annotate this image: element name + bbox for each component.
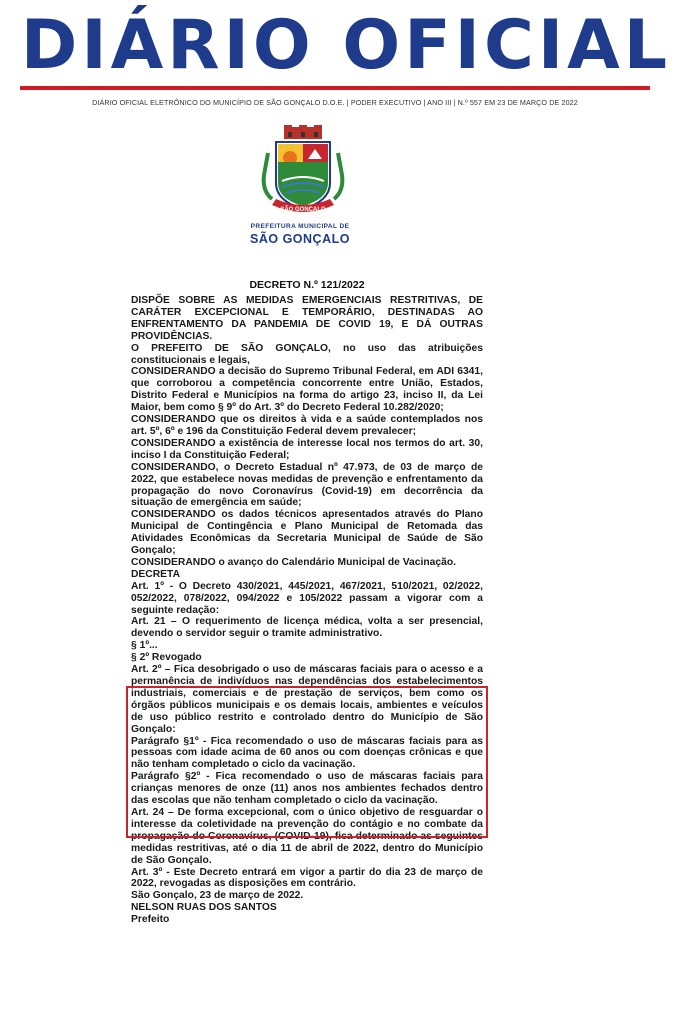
considering-stf: CONSIDERANDO a decisão do Supremo Tribunal Federal, em ADI 6341, que corroborou a competência concorrente entre União, Estados, Distrito Federal e Municípios na forma do artigo 23, inciso II, da Lei Maior, bem como § 9º do Art. 3º do Decreto Federal 10.282/2020; (131, 366, 483, 414)
considering-rights: CONSIDERANDO que os direitos à vida e a saúde contemplados nos art. 5º, 6º e 196 da Constituição Federal devem prevalecer; (131, 414, 483, 437)
article-24: Art. 24 – De forma excepcional, com o único objetivo de resguardar o interesse da coletividade na prevenção do contágio e no combate da propagação do Coronavírus, (COVID-19), fica determinado as seguintes medidas restritivas, até o dia 11 de abril de 2022, dentro do Município de São Gonçalo. (131, 806, 483, 866)
mayor-preamble: O PREFEITO DE SÃO GONÇALO, no uso das atribuições constitucionais e legais, (131, 342, 483, 366)
considering-state-decree: CONSIDERANDO, o Decreto Estadual nº 47.973, de 03 de março de 2022, que estabelece novas medidas de prevenção e enfrentamento da propagação do novo Coronavírus (Covid-19) em decorrência da situação de emergência em saúde; (131, 461, 483, 509)
considering-vaccination: CONSIDERANDO o avanço do Calendário Municipal de Vacinação. (131, 556, 456, 568)
decree-summary: DISPÕE SOBRE AS MEDIDAS EMERGENCIAIS RESTRITIVAS, DE CARÁTER EXCEPCIONAL E TEMPORÁRIO, DESTINADAS AO ENFRENTAMENTO DA PANDEMIA DE COVID 19, E DÁ OUTRAS PROVIDÊNCIAS. (131, 295, 483, 342)
ribbon-text: SÃO GONÇALO (280, 207, 326, 213)
place-date: São Gonçalo, 23 de março de 2022. (131, 890, 304, 902)
decreta-heading: DECRETA (131, 568, 181, 580)
edition-line: DIÁRIO OFICIAL ELETRÔNICO DO MUNICÍPIO DE SÃO GONÇALO D.O.E. | PODER EXECUTIVO | ANO III | N.º 557 EM 23 DE MARÇO DE 2022 (92, 98, 578, 107)
article-2-par-2: Parágrafo §2º - Fica recomendado o uso de máscaras faciais para crianças menores de onze (11) anos nos ambientes fechados dentro das escolas que não tenham completado o ciclo da vacinação. (131, 771, 483, 807)
decree-title: DECRETO N.º 121/2022 (249, 279, 365, 291)
signatory-name: NELSON RUAS DOS SANTOS (131, 902, 277, 914)
sao-goncalo-coat-of-arms-icon (258, 125, 348, 220)
highlight-box (126, 686, 488, 838)
prefeitura-label: PREFEITURA MUNICIPAL DE (250, 223, 350, 230)
article-21-par-2: § 2º Revogado (131, 652, 202, 664)
article-2-par-1: Parágrafo §1º - Fica recomendado o uso de máscaras faciais para as pessoas com idade acima de 60 anos ou com doenças crônicas e que não tenham completado o ciclo da vacinação. (131, 735, 483, 771)
article-3: Art. 3º - Este Decreto entrará em vigor a partir do dia 23 de março de 2022, revogadas as disposições em contrário. (131, 866, 483, 890)
article-21: Art. 21 – O requerimento de licença médica, volta a ser presencial, devendo o servidor seguir o tramite administrativo. (131, 616, 483, 640)
mural-crown-icon (284, 125, 322, 139)
article-1: Art. 1º - O Decreto 430/2021, 445/2021, 467/2021, 510/2021, 02/2022, 052/2022, 078/2022, 094/2022 e 105/2022 passam a vigorar com a seguinte redação: (131, 580, 483, 616)
masthead (0, 0, 692, 118)
city-name: SÃO GONÇALO (250, 232, 350, 246)
article-21-par-1: § 1º... (131, 640, 158, 652)
considering-local-interest: CONSIDERANDO a existência de interesse local nos termos do art. 30, inciso I da Constituição Federal; (131, 437, 483, 461)
considering-technical-data: CONSIDERANDO os dados técnicos apresentados através do Plano Municipal de Contingência e Plano Municipal de Retomada das Atividades Econômicas da Secretaria Municipal de Saúde de São Gonçalo; (131, 509, 483, 557)
article-2: Art. 2º – Fica desobrigado o uso de máscaras faciais para o acesso e a permanência de indivíduos nas dependências dos estabelecimentos industriais, comerciais e de prestação de serviços, bem como os órgãos públicos municipais e os demais locais, ambientes e veículos de uso público restrito e controlado dentro do Município de São Gonçalo: (131, 664, 483, 735)
title-underline (20, 86, 650, 90)
newspaper-title: DIÁRIO OFICIAL (20, 6, 672, 85)
signatory-title: Prefeito (131, 914, 170, 926)
